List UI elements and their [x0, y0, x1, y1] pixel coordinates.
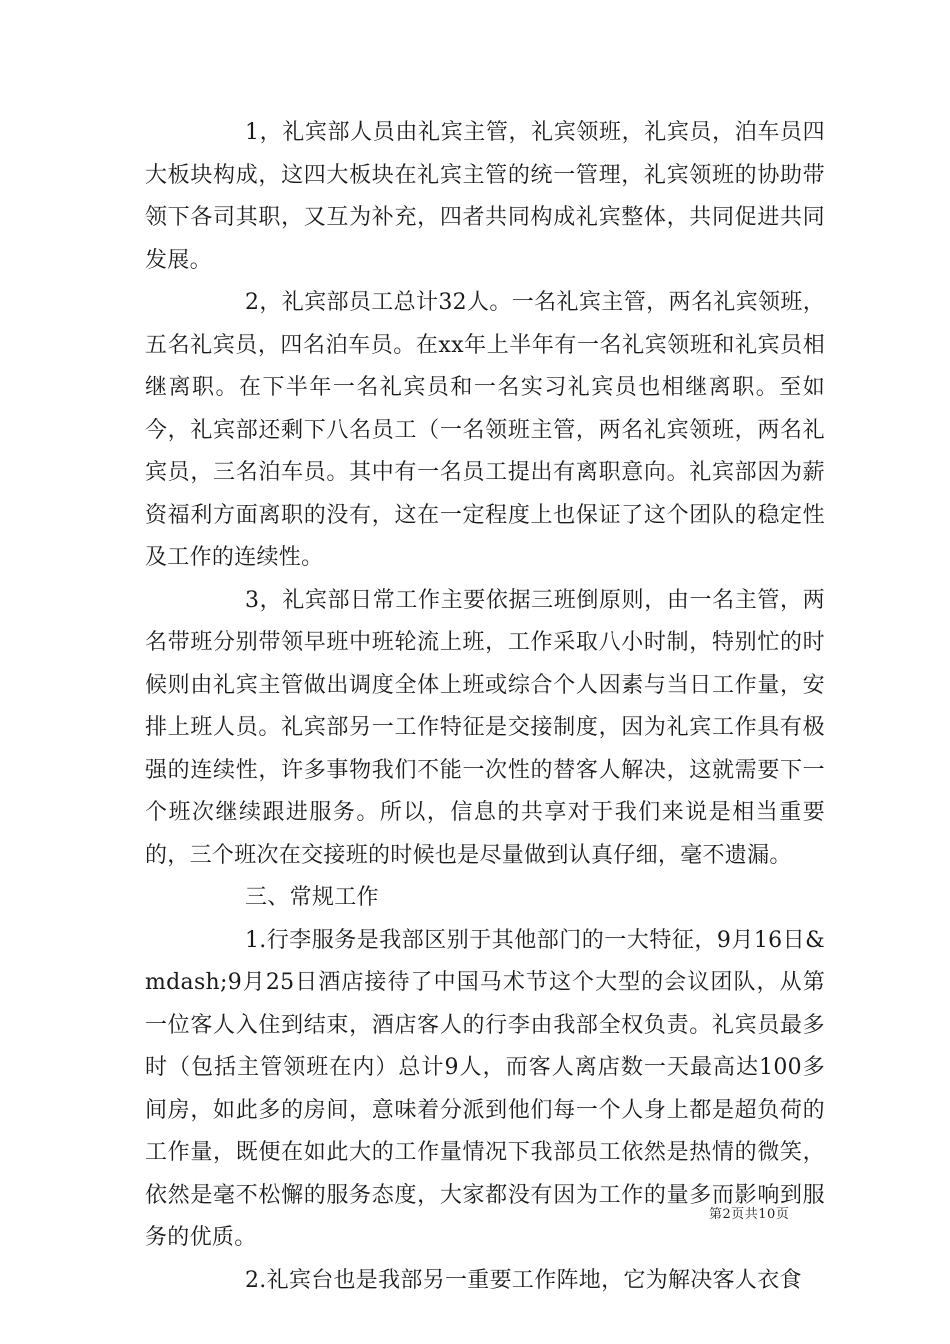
paragraph-staff-structure: 1，礼宾部人员由礼宾主管，礼宾领班，礼宾员，泊车员四大板块构成，这四大板块在礼宾主管的统一管理，礼宾领班的协助带领下各司其职，又互为补充，四者共同构成礼宾整体，共同促进共同发展。 — [145, 120, 825, 273]
page-number-footer: 第2页共10页 — [709, 1207, 790, 1222]
paragraph-shift-system: 3，礼宾部日常工作主要依据三班倒原则，由一名主管，两名带班分别带领早班中班轮流上班，工作采取八小时制，特别忙的时候则由礼宾主管做出调度全体上班或综合个人因素与当日工作量，安排上班人员。礼宾部另一工作特征是交接制度，因为礼宾工作具有极强的连续性，许多事物我们不能一次性的替客人解决，这就需要下一个班次继续跟进服务。所以，信息的共享对于我们来说是相当重要的，三个班次在交接班的时候也是尽量做到认真仔细，毫不遗漏。 — [145, 587, 825, 868]
paragraph-concierge-desk: 2.礼宾台也是我部另一重要工作阵地，它为解决客人衣食 — [245, 1267, 802, 1293]
document-body — [145, 112, 825, 1302]
paragraph-luggage-service: 1.行李服务是我部区别于其他部门的一大特征，9月16日&mdash;9月25日酒店接待了中国马术节这个大型的会议团队，从第一位客人入住到结束，酒店客人的行李由我部全权负责。礼宾员最多时（包括主管领班在内）总计9人，而客人离店数一天最高达100多间房，如此多的房间，意味着分派到他们每一个人身上都是超负荷的工作量，既便在如此大的工作量情况下我部员工依然是热情的微笑，依然是毫不松懈的服务态度，大家都没有因为工作的量多而影响到服务的优质。 — [145, 927, 825, 1250]
section-heading-routine-work: 三、常规工作 — [245, 885, 379, 910]
paragraph-staff-count: 2，礼宾部员工总计32人。一名礼宾主管，两名礼宾领班，五名礼宾员，四名泊车员。在xx年上半年有一名礼宾领班和礼宾员相继离职。在下半年一名礼宾员和一名实习礼宾员也相继离职。至如今，礼宾部还剩下八名员工（一名领班主管，两名礼宾领班，两名礼宾员，三名泊车员。其中有一名员工提出有离职意向。礼宾部因为薪资福利方面离职的没有，这在一定程度上也保证了这个团队的稳定性及工作的连续性。 — [145, 290, 825, 570]
